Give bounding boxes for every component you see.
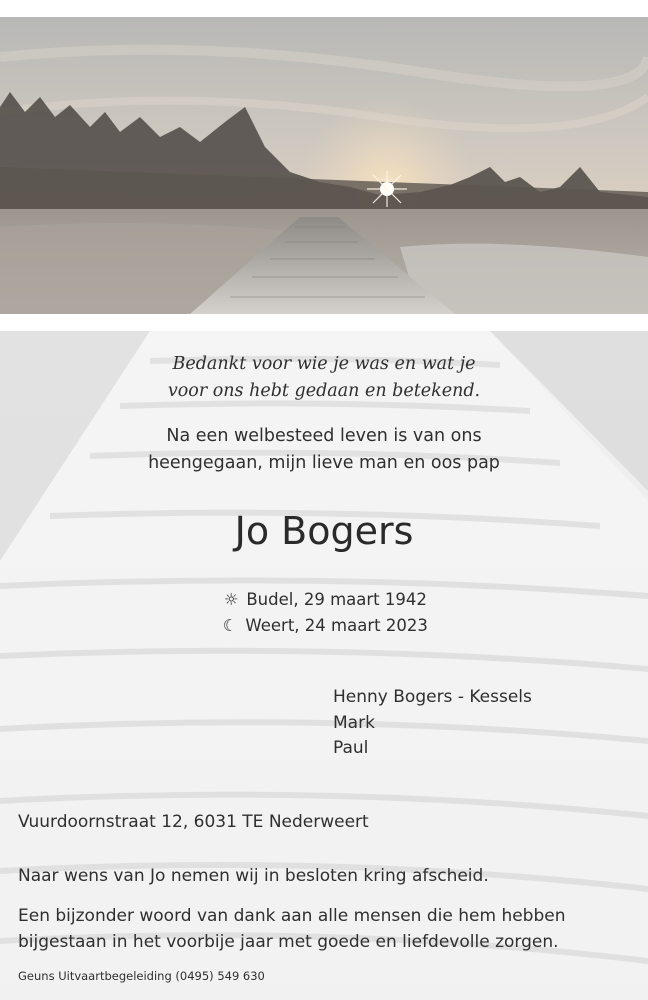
thanks-note — [18, 903, 566, 955]
birth-line — [0, 587, 648, 613]
life-dates — [0, 587, 648, 639]
funeral-director-footer: Geuns Uitvaartbegeleiding (0495) 549 630 — [18, 969, 265, 983]
death-line — [0, 613, 648, 639]
deceased-name: Jo Bogers — [234, 509, 414, 553]
header-photo — [0, 17, 648, 314]
family-member: Mark — [333, 712, 375, 733]
intro-line-1: Na een welbesteed leven is van ons — [166, 426, 482, 446]
memorial-card — [0, 331, 648, 1000]
family-member: Paul — [333, 738, 369, 758]
family-list — [333, 685, 532, 762]
intro-line-2: heengegaan, mijn lieve man en oos pap — [148, 453, 500, 473]
quote-line-2: voor ons hebt gedaan en betekend. — [167, 381, 481, 401]
private-farewell-note: Naar wens van Jo nemen wij in besloten kring afscheid. — [18, 866, 489, 886]
quote-line-1: Bedankt voor wie je was en wat je — [172, 354, 476, 374]
thanks-line-2: bijgestaan in het voorbije jaar met goede en liefdevolle zorgen. — [18, 932, 559, 952]
sun-icon: ☼ — [223, 590, 239, 609]
death-text: Weert, 24 maart 2023 — [245, 616, 428, 635]
birth-text: Budel, 29 maart 1942 — [246, 590, 427, 609]
family-member: Henny Bogers - Kessels — [333, 687, 532, 707]
address: Vuurdoornstraat 12, 6031 TE Nederweert — [18, 812, 369, 832]
thanks-line-1: Een bijzonder woord van dank aan alle mensen die hem hebben — [18, 906, 566, 926]
quote — [0, 351, 648, 405]
intro-text — [0, 423, 648, 477]
sunset-boardwalk-image — [0, 17, 648, 314]
moon-icon: ☾ — [222, 616, 238, 635]
